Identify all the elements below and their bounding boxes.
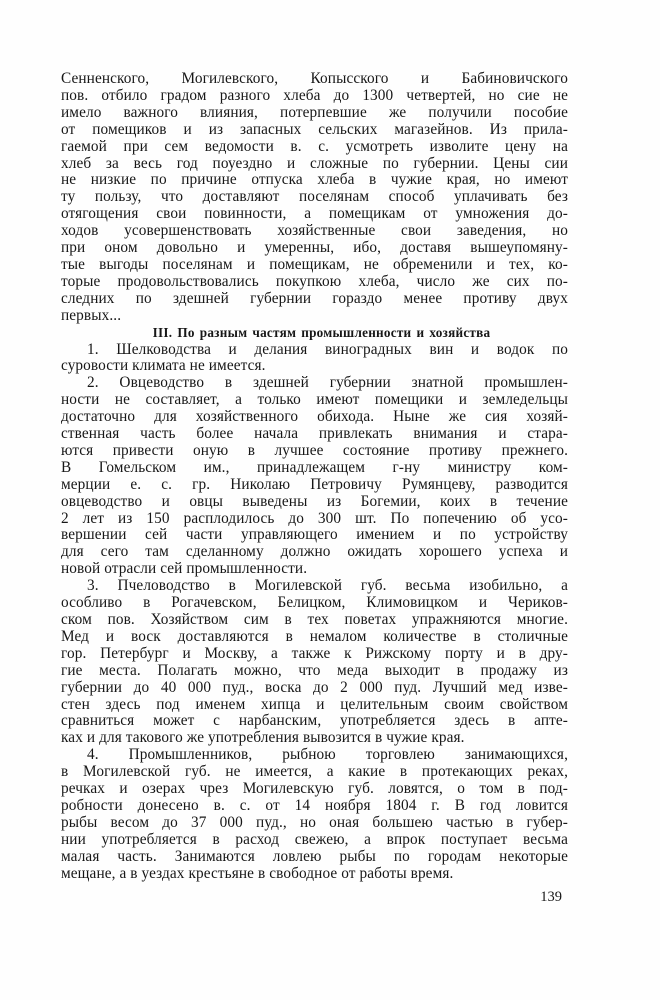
page-text [61,71,568,883]
text-line: ности не составляет, а только имеют помещики и земледельцы [61,391,568,409]
text-line: мерции е. с. гр. Николаю Петровичу Румянцеву, разводится [61,475,568,493]
text-line: ходов усовершенствовать хозяйственные свои заведения, но [61,222,568,240]
text-line: мещане, а в уездах крестьяне в свободное от работы время. [61,864,454,882]
text-line: пов. отбило градом разного хлеба до 1300 четвертей, но сие не [61,86,568,104]
text-line: 4. Промышленников, рыбною торговлею занимающихся, [87,746,568,764]
text-line: первых... [61,306,122,324]
text-line: отягощения свои повинности, а помещикам от умножения до- [61,205,568,223]
text-line: 2 лет из 150 расплодилось до 300 шт. По попечению об усо- [61,509,568,527]
text-line: в Могилевской губ. не имеется, а какие в протекающих реках, [61,763,568,781]
text-line: В Гомельском им., принадлежащем г-ну министру ком- [61,458,568,476]
text-line: ском пов. Хозяйством сим в тех поветах упражняются многие. [61,611,568,628]
text-line: ственная часть более начала привлекать внимания и стара- [61,425,568,443]
text-line: сравниться может с нарбанским, употребляется здесь в апте- [61,712,568,730]
text-line: 3. Пчеловодство в Могилевской губ. весьма изобильно, а [87,577,568,595]
text-line: новой отрасли сей промышленности. [61,560,308,578]
text-line: гаемой при сем ведомости в. с. усмотреть изволите цену на [61,137,568,155]
text-line: торые продовольствовались покупкою хлеба, число же сих по- [61,272,568,290]
text-line: ках и для такового же употребления вывозится в чужие края. [61,729,465,747]
text-line: следних по здешней губернии гораздо менее противу двух [61,289,568,307]
text-line: нии употребляется в расход свежею, а впрок поступает весьма [61,830,568,848]
text-line: суровости климата не имеется. [61,357,266,375]
text-line: гор. Петербург и Москву, а также к Рижскому порту и в дру- [61,644,568,662]
text-line: при оном довольно и умеренны, ибо, доставя вышеупомяну- [61,239,568,257]
text-line: Сенненского, Могилевского, Копысского и Бабиновичского [61,70,568,87]
text-line: тые выгоды поселянам и помещикам, не обременили и тех, ко- [61,255,568,273]
text-line: рыбы весом до 37 000 пуд., но оная большею частью в губер- [61,813,568,831]
text-line: 1. Шелководства и делания виноградных вин и водок по [87,340,568,358]
text-line: вершении сей части управляющего имением и по устройству [61,526,568,544]
text-line: от помещиков и из запасных сельских магазейнов. Из прила- [61,120,568,138]
page-number: 139 [540,889,562,905]
text-line: Мед и воск доставляются в немалом количестве в столичные [61,627,568,645]
text-line: для сего там сделанному должно ожидать хорошего успеха и [61,543,568,561]
text-line: хлеб за весь год поуездно и сложные по губернии. Цены сии [61,154,568,172]
text-line: 2. Овцеводство в здешней губернии знатной промышлен- [87,374,568,392]
section-heading: III. По разным частям промышленности и хозяйства [152,324,491,340]
text-line: ются привести оную в лучшее состояние противу прежнего. [61,441,568,459]
text-line: речках и озерах чрез Могилевскую губ. ловятся, о том в под- [61,780,568,798]
text-line: ту пользу, что доставляют поселянам способ уплачивать без [61,188,568,206]
text-line: не низкие по причине отпуска хлеба в чужие края, но имеют [61,171,568,189]
text-line: стен здесь под именем хипца и целительным своим свойством [61,695,568,713]
text-line: малая часть. Занимаются ловлею рыбы по городам некоторые [61,847,568,865]
text-line: имело важного влияния, потерпевшие же получили пособие [61,103,568,121]
text-line: овцеводство и овцы выведены из Богемии, коих в течение [61,492,568,510]
text-line: достаточно для хозяйственного обихода. Ныне же сия хозяй- [61,408,568,426]
text-line: особливо в Рогачевском, Белицком, Климовицком и Чериков- [61,594,568,612]
text-line: робности донесено в. с. от 14 ноября 1804 г. В год ловится [61,796,568,814]
text-line: губернии до 40 000 пуд., воска до 2 000 пуд. Лучший мед изве- [61,678,568,696]
text-line: гие места. Полагать можно, что меда выходит в продажу из [61,661,568,679]
